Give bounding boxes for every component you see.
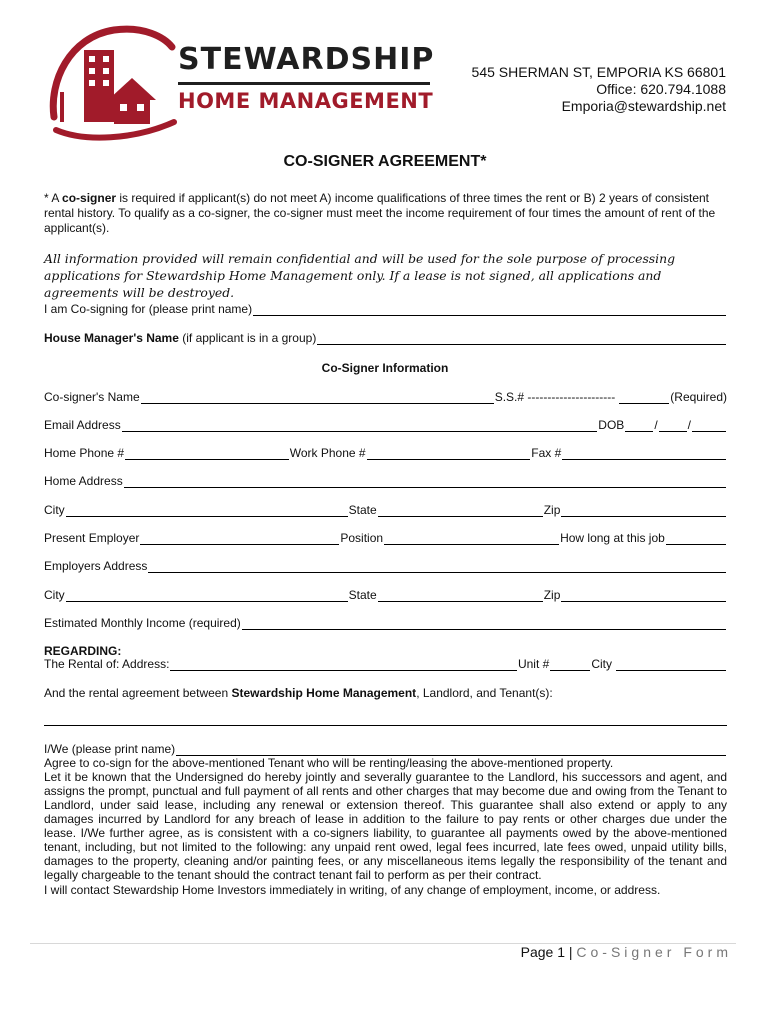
- home-address-label: Home Address: [44, 474, 123, 488]
- cosigner-name-label: Co-signer's Name: [44, 390, 140, 404]
- fax-label: Fax #: [531, 446, 562, 460]
- home-phone-field[interactable]: [125, 448, 289, 460]
- state-label: State: [348, 588, 377, 602]
- employer-row: [44, 531, 727, 545]
- unit-field[interactable]: [550, 659, 590, 671]
- house-manager-row: [44, 331, 727, 345]
- rental-city-label: City: [591, 657, 612, 671]
- city-state-zip-row: [44, 503, 727, 517]
- agreement-statement: [44, 686, 553, 700]
- page-number: Page 1 |: [520, 944, 577, 960]
- page-footer: [521, 944, 732, 960]
- company-contact: [472, 64, 726, 115]
- rental-city-field[interactable]: [616, 659, 726, 671]
- form-name: Co-Signer Form: [576, 944, 732, 960]
- brand-name: STEWARDSHIP: [178, 42, 435, 77]
- section-heading: Co-Signer Information: [321, 361, 449, 375]
- state-label: State: [348, 503, 377, 517]
- agreement-prefix: And the rental agreement between: [44, 686, 232, 700]
- zip-label: Zip: [543, 588, 561, 602]
- work-phone-label: Work Phone #: [289, 446, 366, 460]
- income-row: [44, 616, 727, 630]
- dob-year-field[interactable]: [692, 420, 726, 432]
- income-field[interactable]: [242, 618, 726, 630]
- note-bold: co-signer: [62, 191, 117, 205]
- house-manager-field[interactable]: [317, 333, 726, 345]
- ssn-label: S.S.# ----------------------: [494, 390, 616, 404]
- dob-day-field[interactable]: [659, 420, 687, 432]
- we-name-label: I/We (please print name): [44, 742, 176, 756]
- work-phone-field[interactable]: [367, 448, 531, 460]
- cosigning-for-label: I am Co-signing for (please print name): [44, 302, 253, 316]
- email-row: [44, 418, 727, 432]
- home-address-row: [44, 474, 727, 488]
- unit-label: Unit #: [517, 657, 550, 671]
- house-manager-note: (if applicant is in a group): [178, 331, 317, 345]
- company-address: 545 SHERMAN ST, EMPORIA KS 66801: [471, 64, 726, 80]
- page-title: CO-SIGNER AGREEMENT*: [283, 153, 487, 170]
- tenants-field[interactable]: [44, 725, 727, 726]
- email-field[interactable]: [122, 420, 598, 432]
- confidentiality-statement: All information provided will remain confidential and will be used for the sole purpose of processing applications for Stewardship Home Management only. If a lease is not signed, all applications and agreements will be destroyed.: [44, 251, 676, 300]
- dob-slash: /: [687, 418, 691, 432]
- present-employer-field[interactable]: [140, 533, 339, 545]
- state-field[interactable]: [378, 505, 543, 517]
- dob-label: DOB: [598, 418, 625, 432]
- regarding-heading: REGARDING:: [44, 644, 122, 658]
- employer-city-state-zip-row: [44, 588, 727, 602]
- dob-slash: /: [654, 418, 658, 432]
- ssn-field[interactable]: [619, 392, 669, 404]
- employers-address-label: Employers Address: [44, 559, 148, 573]
- note-rest: is required if applicant(s) do not meet A) income qualifications of three times the rent or B) 2 years of consistent rental history. To qualify as a co-signer, the co-signer must meet the income requirement of four times the amount of rent of the applicant(s).: [44, 191, 716, 235]
- city-label: City: [44, 503, 65, 517]
- city-field[interactable]: [66, 505, 348, 517]
- house-manager-label: House Manager's Name: [44, 331, 179, 345]
- cosigning-for-field[interactable]: [253, 304, 726, 316]
- zip-label: Zip: [543, 503, 561, 517]
- email-label: Email Address: [44, 418, 121, 432]
- position-field[interactable]: [384, 533, 559, 545]
- cosign-agree-line: Agree to co-sign for the above-mentioned Tenant who will be renting/leasing the above-mentioned property.: [44, 756, 614, 770]
- city-label: City: [44, 588, 65, 602]
- cosigner-name-row: [44, 390, 727, 404]
- rental-address-label: The Rental of: Address:: [44, 657, 170, 671]
- employer-city-field[interactable]: [66, 590, 348, 602]
- dob-month-field[interactable]: [625, 420, 653, 432]
- we-name-field[interactable]: [176, 744, 726, 756]
- how-long-field[interactable]: [666, 533, 726, 545]
- company-email: Emporia@stewardship.net: [561, 98, 726, 114]
- we-name-row: [44, 742, 727, 756]
- rental-address-field[interactable]: [170, 659, 517, 671]
- phone-row: [44, 446, 727, 460]
- zip-field[interactable]: [561, 505, 726, 517]
- company-office-phone: Office: 620.794.1088: [596, 81, 726, 97]
- agreement-rest: , Landlord, and Tenant(s):: [416, 686, 553, 700]
- ssn-required: (Required): [670, 390, 727, 404]
- employer-address-row: [44, 559, 727, 573]
- fax-field[interactable]: [562, 448, 726, 460]
- cosigner-requirement-note: [44, 191, 724, 236]
- employer-state-field[interactable]: [378, 590, 543, 602]
- employers-address-field[interactable]: [148, 561, 726, 573]
- brand-divider: [178, 82, 430, 85]
- rental-row: [44, 657, 727, 671]
- cosigner-name-field[interactable]: [141, 392, 494, 404]
- agreement-company: Stewardship Home Management: [231, 686, 417, 700]
- guarantee-paragraph: Let it be known that the Undersigned do hereby jointly and severally guarantee to the Landlord, his successors and agent, and assigns the prompt, punctual and full payment of all rents and other charges that may become due and owing from the Tenant to Landlord, under said lease, including any renewal or extension thereof. This guarantee shall also extend or apply to any damages incurred by Landlord for any breach of lease in addition to the failure to pay rents or other charges due under the lease. I/We further agree, as is consistent with a co-signers liability, to guarantee all payments owed by the above-mentioned tenant, including, but not limited to the following: any unpaid rent owed, legal fees incurred, late fees owed, unpaid utility bills, damages to the property, cleaning and/or painting fees, or any miscellaneous items legally the responsibility of the tenant and legally chargeable to the tenant should the contract tenant fail to perform as per their contract.: [44, 770, 727, 882]
- cosigning-for-row: [44, 302, 727, 316]
- home-phone-label: Home Phone #: [44, 446, 125, 460]
- note-prefix: * A: [44, 191, 63, 205]
- income-label: Estimated Monthly Income (required): [44, 616, 241, 630]
- position-label: Position: [340, 531, 384, 545]
- brand-subtitle: HOME MANAGEMENT: [178, 89, 434, 113]
- how-long-label: How long at this job: [560, 531, 665, 545]
- present-employer-label: Present Employer: [44, 531, 140, 545]
- home-address-field[interactable]: [124, 476, 726, 488]
- employer-zip-field[interactable]: [561, 590, 726, 602]
- contact-commitment: I will contact Stewardship Home Investors immediately in writing, of any change of employment, income, or address.: [44, 883, 661, 897]
